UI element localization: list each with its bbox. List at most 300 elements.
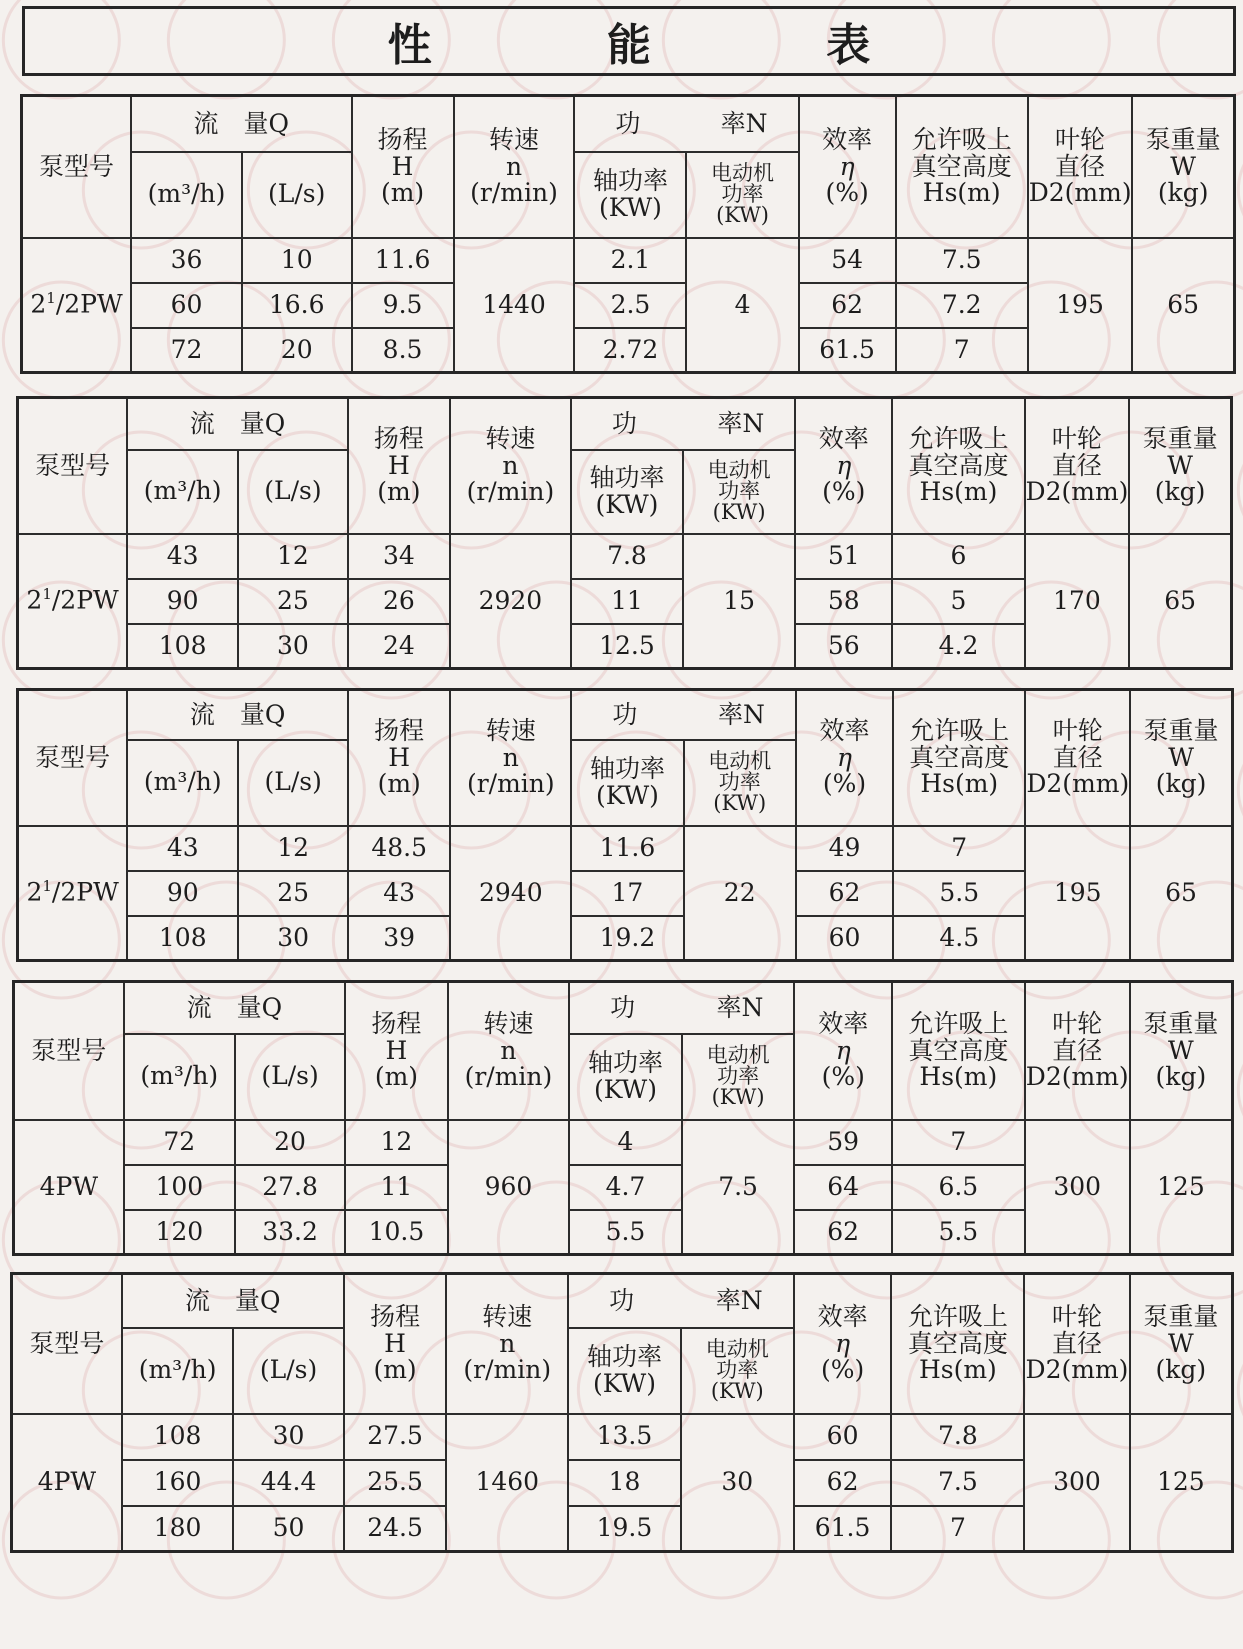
cell-flow-m3h: 90 xyxy=(127,579,238,624)
header-head-line: 扬程 xyxy=(373,424,424,454)
header-impeller-line: D2(mm) xyxy=(1025,1354,1129,1384)
cell-suction: 5.5 xyxy=(893,871,1025,916)
cell-flow-m3h: 120 xyxy=(124,1210,235,1255)
watermark-circle xyxy=(1238,432,1243,548)
header-impeller-line: D2(mm) xyxy=(1026,768,1130,798)
header-flow-m3h: (m³/h) xyxy=(131,152,242,238)
cell-shaft-power: 11 xyxy=(571,579,683,624)
header-weight-line: 泵重量 xyxy=(1143,716,1219,746)
cell-shaft-power: 2.1 xyxy=(574,238,686,283)
cell-speed: 1460 xyxy=(446,1414,568,1552)
header-flow-m3h: (m³/h) xyxy=(127,450,238,534)
header-impeller xyxy=(1025,398,1130,534)
pump-model xyxy=(22,238,132,373)
header-head xyxy=(352,96,454,238)
cell-weight: 65 xyxy=(1129,534,1231,669)
pump-model-sup: 1 xyxy=(46,289,56,308)
cell-head: 39 xyxy=(348,916,450,961)
cell-flow-ls: 25 xyxy=(238,871,348,916)
pump-model xyxy=(18,826,128,961)
header-efficiency-line: η xyxy=(836,450,852,480)
header-efficiency-line: (%) xyxy=(821,1061,865,1091)
cell-shaft-power: 19.5 xyxy=(568,1506,681,1552)
header-motor-power-line: 电动机 xyxy=(708,749,772,773)
header-suction xyxy=(892,398,1024,534)
cell-weight: 125 xyxy=(1130,1120,1233,1255)
header-suction-line: 允许吸上 xyxy=(911,125,1012,155)
cell-flow-ls: 20 xyxy=(242,328,352,373)
header-speed-line: (r/min) xyxy=(464,1061,553,1091)
watermark-circle xyxy=(1238,1332,1243,1448)
cell-impeller: 195 xyxy=(1025,826,1130,961)
header-motor-power-line: (KW) xyxy=(710,1379,764,1403)
cell-motor-power: 7.5 xyxy=(682,1120,795,1255)
header-suction-line: Hs(m) xyxy=(919,476,998,506)
header-weight-line: 泵重量 xyxy=(1142,424,1218,454)
header-head-line: (m) xyxy=(373,1354,417,1384)
header-impeller xyxy=(1025,982,1130,1120)
cell-impeller: 300 xyxy=(1024,1414,1129,1552)
header-motor-power xyxy=(681,1328,794,1414)
header-flow-ls: (L/s) xyxy=(235,1034,345,1120)
header-weight-line: W xyxy=(1168,1035,1194,1065)
cell-efficiency: 51 xyxy=(795,534,892,579)
cell-flow-ls: 12 xyxy=(238,826,348,871)
header-power-left: 功 xyxy=(615,108,641,138)
header-suction-line: 真空高度 xyxy=(907,1328,1008,1358)
cell-flow-m3h: 108 xyxy=(127,624,238,669)
cell-flow-ls: 20 xyxy=(235,1120,345,1165)
page-title-box xyxy=(22,6,1236,76)
header-shaft-power-line: (KW) xyxy=(595,489,659,519)
header-head-line: 扬程 xyxy=(377,125,428,155)
header-impeller-line: 叶轮 xyxy=(1052,716,1103,746)
header-head-line: (m) xyxy=(380,177,425,207)
header-power-label xyxy=(570,992,793,1022)
header-power-right: 率N xyxy=(717,408,765,438)
header-suction xyxy=(893,690,1025,826)
header-speed-line: 转速 xyxy=(483,1009,534,1039)
cell-flow-ls: 50 xyxy=(233,1506,343,1552)
header-impeller-line: 直径 xyxy=(1051,450,1102,480)
header-model: 泵型号 xyxy=(18,690,128,826)
page-title: 性 能 表 xyxy=(387,20,951,71)
header-weight-line: (kg) xyxy=(1155,1061,1207,1091)
header-flow: 流 量Q xyxy=(124,982,346,1034)
cell-flow-ls: 44.4 xyxy=(233,1460,343,1506)
header-motor-power-line: 功率 xyxy=(718,479,761,503)
header-shaft-power-line: (KW) xyxy=(593,1074,657,1104)
header-shaft-power xyxy=(574,152,686,238)
watermark-circle xyxy=(1238,1032,1243,1148)
cell-flow-ls: 30 xyxy=(238,916,348,961)
header-efficiency-line: 效率 xyxy=(819,716,870,746)
header-efficiency xyxy=(799,96,896,238)
cell-head: 25.5 xyxy=(344,1460,447,1506)
performance-table xyxy=(12,980,1234,1256)
header-speed-line: n xyxy=(502,450,519,480)
cell-flow-m3h: 180 xyxy=(122,1506,234,1552)
cell-weight: 65 xyxy=(1132,238,1234,373)
cell-shaft-power: 2.5 xyxy=(574,283,686,328)
header-motor-power-line: 电动机 xyxy=(705,1337,769,1361)
header-suction xyxy=(896,96,1028,238)
cell-flow-ls: 25 xyxy=(238,579,348,624)
cell-efficiency: 64 xyxy=(794,1165,892,1210)
header-efficiency-line: 效率 xyxy=(822,125,873,155)
pump-model-rest: /2PW xyxy=(51,877,119,907)
header-efficiency-line: (%) xyxy=(820,1354,865,1384)
header-speed xyxy=(454,96,575,238)
header-flow-ls: (L/s) xyxy=(233,1328,343,1414)
header-flow: 流 量Q xyxy=(127,398,348,450)
header-power-left: 功 xyxy=(612,699,638,729)
header-power-right: 率N xyxy=(715,1285,763,1315)
cell-flow-ls: 27.8 xyxy=(235,1165,345,1210)
table-row xyxy=(18,534,1232,579)
header-shaft-power xyxy=(569,1034,682,1120)
header-efficiency-line: 效率 xyxy=(817,1302,868,1332)
cell-head: 11.6 xyxy=(352,238,454,283)
cell-flow-m3h: 160 xyxy=(122,1460,234,1506)
header-speed-line: 转速 xyxy=(485,716,536,746)
header-efficiency-line: η xyxy=(835,1328,851,1358)
header-speed-line: 转速 xyxy=(489,125,540,155)
cell-head: 8.5 xyxy=(352,328,454,373)
header-efficiency-line: 效率 xyxy=(818,1009,869,1039)
header-impeller-line: 叶轮 xyxy=(1051,1302,1102,1332)
header-power xyxy=(571,690,796,740)
header-speed-line: n xyxy=(500,1035,517,1065)
header-power-left: 功 xyxy=(609,1285,635,1315)
header-efficiency xyxy=(796,690,893,826)
header-efficiency-line: 效率 xyxy=(818,424,869,454)
header-suction xyxy=(892,982,1025,1120)
cell-efficiency: 62 xyxy=(799,283,896,328)
header-motor-power-line: 功率 xyxy=(718,770,761,794)
watermark-circle xyxy=(1238,132,1243,248)
header-flow-m3h: (m³/h) xyxy=(122,1328,234,1414)
header-power-right: 率N xyxy=(716,992,764,1022)
header-power-label xyxy=(575,108,797,138)
cell-shaft-power: 5.5 xyxy=(569,1210,682,1255)
header-motor-power xyxy=(686,152,798,238)
header-weight-line: W xyxy=(1170,151,1196,181)
header-model: 泵型号 xyxy=(14,982,124,1120)
header-motor-power-line: (KW) xyxy=(711,1085,765,1109)
cell-suction: 5.5 xyxy=(892,1210,1025,1255)
cell-efficiency: 62 xyxy=(794,1210,892,1255)
cell-suction: 7.8 xyxy=(891,1414,1024,1460)
cell-flow-m3h: 36 xyxy=(131,238,242,283)
pump-model-base: 2 xyxy=(26,585,43,615)
cell-suction: 6.5 xyxy=(892,1165,1025,1210)
cell-suction: 4.2 xyxy=(892,624,1024,669)
cell-suction: 7 xyxy=(891,1506,1024,1552)
header-power-label xyxy=(572,408,794,438)
header-head-line: (m) xyxy=(377,768,421,798)
cell-speed: 2940 xyxy=(450,826,571,961)
header-impeller-line: 直径 xyxy=(1052,742,1103,772)
header-shaft-power-line: 轴功率 xyxy=(589,754,665,784)
table-row xyxy=(22,238,1235,283)
cell-impeller: 300 xyxy=(1025,1120,1130,1255)
header-head-line: H xyxy=(384,1328,406,1358)
pump-model-rest: /2PW xyxy=(51,585,119,615)
pump-model-sup: 1 xyxy=(42,877,52,896)
header-efficiency-line: η xyxy=(839,151,855,181)
header-power-label xyxy=(569,1285,793,1315)
cell-flow-m3h: 100 xyxy=(124,1165,235,1210)
header-shaft-power-line: 轴功率 xyxy=(586,1342,662,1372)
performance-table xyxy=(10,1272,1234,1553)
table-row xyxy=(18,826,1233,871)
header-efficiency-line: η xyxy=(837,742,852,772)
header-shaft-power xyxy=(571,740,683,826)
watermark-circle xyxy=(1238,732,1243,848)
cell-motor-power: 22 xyxy=(684,826,796,961)
cell-head: 10.5 xyxy=(345,1210,448,1255)
header-motor-power-line: 电动机 xyxy=(707,458,771,482)
header-efficiency-line: (%) xyxy=(822,768,867,798)
cell-speed: 1440 xyxy=(454,238,575,373)
header-flow: 流 量Q xyxy=(131,96,351,152)
header-flow-m3h: (m³/h) xyxy=(124,1034,235,1120)
header-speed xyxy=(450,690,571,826)
cell-flow-ls: 16.6 xyxy=(242,283,352,328)
cell-flow-ls: 10 xyxy=(242,238,352,283)
header-speed-line: n xyxy=(505,151,523,181)
header-row xyxy=(14,982,1233,1034)
header-flow-ls: (L/s) xyxy=(238,450,348,534)
header-model: 泵型号 xyxy=(18,398,128,534)
header-suction-line: 允许吸上 xyxy=(909,716,1010,746)
header-impeller-line: 叶轮 xyxy=(1055,125,1106,155)
header-speed-line: n xyxy=(499,1328,516,1358)
header-head-line: H xyxy=(385,1035,408,1065)
header-speed xyxy=(446,1274,568,1414)
header-flow-ls: (L/s) xyxy=(242,152,352,238)
header-weight xyxy=(1130,982,1233,1120)
cell-flow-m3h: 43 xyxy=(127,826,238,871)
header-efficiency-line: (%) xyxy=(822,476,866,506)
cell-head: 9.5 xyxy=(352,283,454,328)
header-head xyxy=(345,982,448,1120)
header-suction-line: 允许吸上 xyxy=(908,424,1009,454)
cell-shaft-power: 4.7 xyxy=(569,1165,682,1210)
header-efficiency xyxy=(794,1274,892,1414)
cell-head: 26 xyxy=(348,579,450,624)
cell-suction: 7.5 xyxy=(896,238,1028,283)
header-efficiency-line: η xyxy=(835,1035,851,1065)
cell-efficiency: 62 xyxy=(794,1460,892,1506)
pump-model-base: 4PW xyxy=(37,1467,97,1497)
header-motor-power-line: 电动机 xyxy=(706,1043,770,1067)
header-speed-line: (r/min) xyxy=(463,1354,552,1384)
header-motor-power xyxy=(682,1034,795,1120)
cell-impeller: 170 xyxy=(1025,534,1130,669)
header-power xyxy=(569,982,794,1034)
header-impeller-line: D2(mm) xyxy=(1025,1061,1129,1091)
cell-suction: 5 xyxy=(892,579,1024,624)
cell-flow-ls: 12 xyxy=(238,534,348,579)
pump-model-base: 4PW xyxy=(39,1171,99,1201)
pump-model xyxy=(18,534,128,669)
header-weight-line: (kg) xyxy=(1155,1354,1207,1384)
header-weight-line: 泵重量 xyxy=(1145,125,1221,155)
header-head xyxy=(348,690,450,826)
header-speed-line: (r/min) xyxy=(466,476,555,506)
header-weight-line: (kg) xyxy=(1157,177,1209,207)
header-shaft-power-line: (KW) xyxy=(592,1368,656,1398)
header-efficiency-line: (%) xyxy=(825,177,869,207)
header-impeller xyxy=(1024,1274,1129,1414)
header-power-right: 率N xyxy=(717,699,765,729)
header-power xyxy=(574,96,798,152)
header-impeller-line: D2(mm) xyxy=(1025,476,1129,506)
cell-weight: 65 xyxy=(1130,826,1232,961)
header-impeller-line: 叶轮 xyxy=(1051,424,1102,454)
cell-suction: 4.5 xyxy=(893,916,1025,961)
header-shaft-power-line: 轴功率 xyxy=(587,1048,663,1078)
header-weight-line: W xyxy=(1167,1328,1194,1358)
header-speed-line: (r/min) xyxy=(470,177,558,207)
cell-flow-ls: 30 xyxy=(233,1414,343,1460)
cell-suction: 7.5 xyxy=(891,1460,1024,1506)
cell-suction: 7.2 xyxy=(896,283,1028,328)
cell-suction: 7 xyxy=(896,328,1028,373)
header-head-line: (m) xyxy=(374,1061,419,1091)
pump-model xyxy=(12,1414,122,1552)
cell-shaft-power: 19.2 xyxy=(571,916,683,961)
performance-table xyxy=(16,396,1233,670)
table-row xyxy=(12,1414,1233,1460)
performance-table xyxy=(16,688,1234,962)
cell-flow-m3h: 108 xyxy=(122,1414,234,1460)
header-shaft-power-line: (KW) xyxy=(595,780,659,810)
cell-efficiency: 59 xyxy=(794,1120,892,1165)
header-shaft-power-line: 轴功率 xyxy=(589,463,665,493)
header-head xyxy=(344,1274,447,1414)
header-weight xyxy=(1130,1274,1233,1414)
cell-motor-power: 15 xyxy=(683,534,795,669)
header-row xyxy=(18,690,1233,740)
performance-table xyxy=(20,94,1236,374)
header-power-left: 功 xyxy=(610,992,636,1022)
header-suction-line: Hs(m) xyxy=(920,768,999,798)
cell-flow-ls: 33.2 xyxy=(235,1210,345,1255)
header-speed-line: n xyxy=(502,742,519,772)
header-weight-line: 泵重量 xyxy=(1143,1009,1219,1039)
header-impeller xyxy=(1025,690,1130,826)
header-head-line: H xyxy=(387,450,410,480)
header-weight xyxy=(1130,690,1232,826)
cell-head: 43 xyxy=(348,871,450,916)
header-row xyxy=(22,96,1235,152)
header-weight-line: (kg) xyxy=(1154,476,1206,506)
header-head-line: 扬程 xyxy=(370,1302,421,1332)
cell-speed: 2920 xyxy=(450,534,571,669)
header-suction-line: 真空高度 xyxy=(908,1035,1009,1065)
cell-motor-power: 4 xyxy=(686,238,798,373)
header-impeller-line: 直径 xyxy=(1055,151,1106,181)
cell-efficiency: 54 xyxy=(799,238,896,283)
header-suction xyxy=(891,1274,1024,1414)
header-speed xyxy=(450,398,571,534)
header-motor-power-line: 功率 xyxy=(716,1358,759,1382)
pump-model-sup: 1 xyxy=(42,585,52,604)
cell-shaft-power: 7.8 xyxy=(571,534,683,579)
header-impeller-line: D2(mm) xyxy=(1028,177,1132,207)
header-power xyxy=(568,1274,794,1328)
header-weight-line: (kg) xyxy=(1155,768,1207,798)
header-suction-line: Hs(m) xyxy=(922,177,1001,207)
cell-flow-m3h: 72 xyxy=(131,328,242,373)
header-head-line: 扬程 xyxy=(374,716,425,746)
header-model: 泵型号 xyxy=(12,1274,122,1414)
pump-model-base: 2 xyxy=(26,877,43,907)
header-motor-power xyxy=(684,740,796,826)
header-weight xyxy=(1132,96,1234,238)
header-shaft-power xyxy=(568,1328,681,1414)
cell-suction: 7 xyxy=(893,826,1025,871)
header-motor-power xyxy=(683,450,795,534)
cell-head: 48.5 xyxy=(348,826,450,871)
cell-flow-m3h: 72 xyxy=(124,1120,235,1165)
header-suction-line: 允许吸上 xyxy=(908,1009,1009,1039)
pump-model xyxy=(14,1120,124,1255)
header-head-line: H xyxy=(391,151,414,181)
header-motor-power-line: (KW) xyxy=(713,791,767,815)
cell-weight: 125 xyxy=(1130,1414,1233,1552)
header-weight-line: W xyxy=(1168,742,1194,772)
cell-flow-m3h: 108 xyxy=(127,916,238,961)
header-row xyxy=(12,1274,1233,1328)
cell-efficiency: 60 xyxy=(796,916,893,961)
cell-speed: 960 xyxy=(448,1120,569,1255)
header-model: 泵型号 xyxy=(22,96,132,238)
cell-flow-ls: 30 xyxy=(238,624,348,669)
header-motor-power-line: (KW) xyxy=(712,500,766,524)
header-suction-line: 允许吸上 xyxy=(907,1302,1008,1332)
cell-efficiency: 61.5 xyxy=(799,328,896,373)
header-efficiency xyxy=(795,398,892,534)
cell-head: 34 xyxy=(348,534,450,579)
header-power xyxy=(571,398,795,450)
header-impeller-line: 直径 xyxy=(1051,1328,1102,1358)
header-power-label xyxy=(572,699,795,729)
header-flow: 流 量Q xyxy=(127,690,348,740)
header-motor-power-line: (KW) xyxy=(716,203,769,227)
header-row xyxy=(18,398,1232,450)
cell-shaft-power: 13.5 xyxy=(568,1414,681,1460)
header-head-line: H xyxy=(388,742,411,772)
cell-efficiency: 60 xyxy=(794,1414,892,1460)
header-weight-line: W xyxy=(1167,450,1193,480)
header-suction-line: 真空高度 xyxy=(908,450,1009,480)
table-row xyxy=(14,1120,1233,1165)
pump-model-base: 2 xyxy=(30,289,47,319)
header-speed-line: 转速 xyxy=(485,424,536,454)
header-weight xyxy=(1129,398,1231,534)
header-motor-power-line: 功率 xyxy=(721,182,764,206)
header-shaft-power-line: (KW) xyxy=(598,192,662,222)
cell-head: 27.5 xyxy=(344,1414,447,1460)
cell-shaft-power: 12.5 xyxy=(571,624,683,669)
header-suction-line: 真空高度 xyxy=(909,742,1010,772)
header-suction-line: 真空高度 xyxy=(911,151,1012,181)
header-speed-line: 转速 xyxy=(482,1302,533,1332)
